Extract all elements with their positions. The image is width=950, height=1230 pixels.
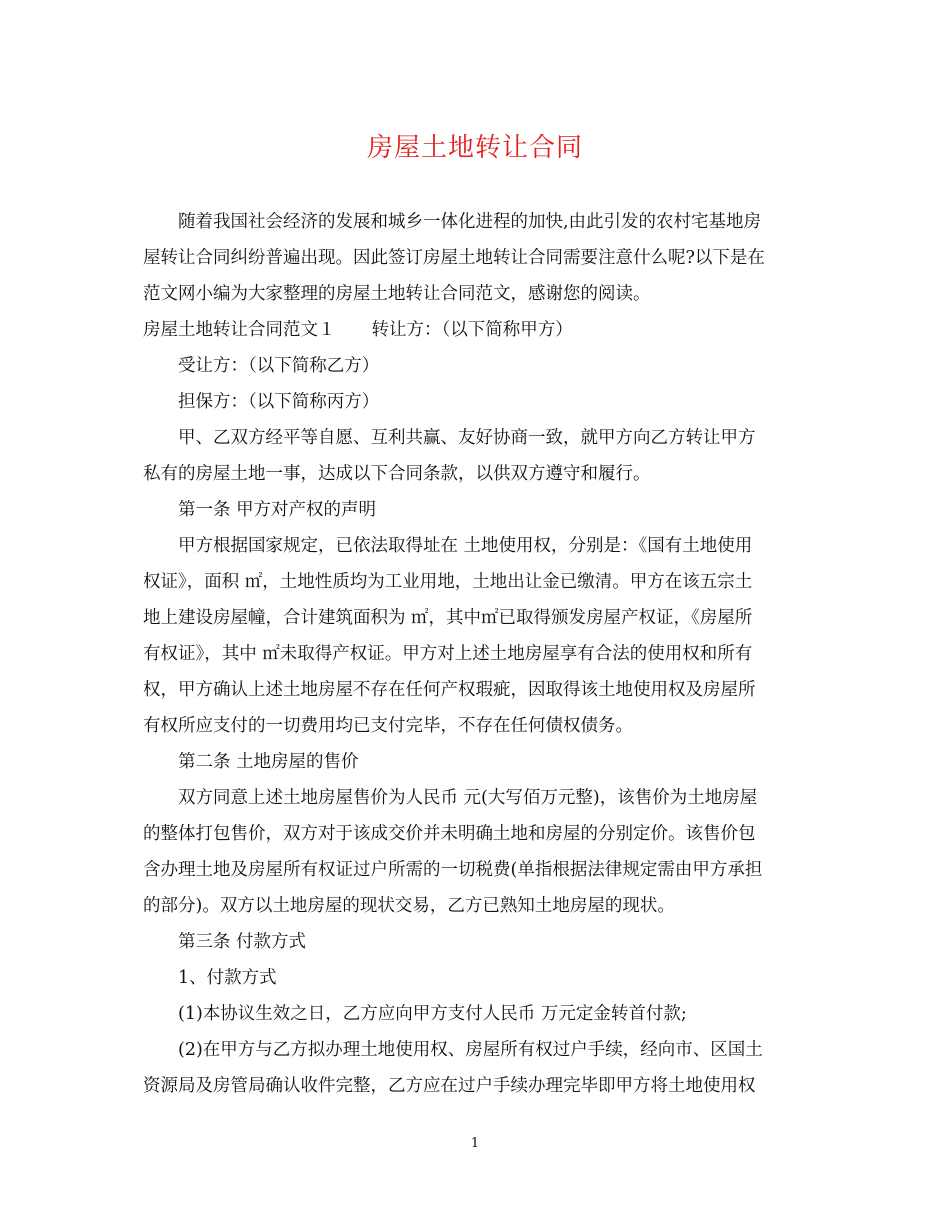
transferee-line: 受让方：（以下简称乙方） xyxy=(178,356,380,376)
payment-item: 资源局及房管局确认收件完整，乙方应在过户手续办理完毕即甲方将土地使用权 xyxy=(143,1076,756,1096)
intro-line: 屋转让合同纠纷普遍出现。因此签订房屋土地转让合同需要注意什么呢?以下是在 xyxy=(143,248,765,268)
article2-line: 的部分)。双方以土地房屋的现状交易，乙方已熟知土地房屋的现状。 xyxy=(143,896,675,916)
sample-heading-line xyxy=(143,312,807,348)
article1-line: 甲方根据国家规定，已依法取得址在 土地使用权，分别是：《国有土地使用 xyxy=(178,536,753,556)
article2-heading: 第二条 土地房屋的售价 xyxy=(178,752,359,772)
article1-line: 地上建设房屋幢，合计建筑面积为 ㎡，其中㎡已取得颁发房屋产权证，《房屋所 xyxy=(143,608,753,628)
agreement-line: 甲、乙双方经平等自愿、互利共赢、友好协商一致，就甲方向乙方转让甲方 xyxy=(178,428,756,448)
document-title: 房屋土地转让合同 xyxy=(366,133,583,163)
article2-line: 的整体打包售价，双方对于该成交价并未明确土地和房屋的分别定价。该售价包 xyxy=(143,824,756,844)
payment-item: (2)在甲方与乙方拟办理土地使用权、房屋所有权过户手续，经向市、区国土 xyxy=(178,1040,763,1060)
intro-line: 范文网小编为大家整理的房屋土地转让合同范文，感谢您的阅读。 xyxy=(143,284,651,304)
page-number: 1 xyxy=(470,1136,480,1151)
article3-heading: 第三条 付款方式 xyxy=(178,932,307,952)
article2-line: 含办理土地及房屋所有权证过户所需的一切税费(单指根据法律规定需由甲方承担 xyxy=(143,860,763,880)
transferor-line: 转让方：（以下简称甲方） xyxy=(371,320,573,340)
article1-line: 有权所应支付的一切费用均已支付完毕，不存在任何债权债务。 xyxy=(143,716,633,736)
payment-heading: 1、付款方式 xyxy=(178,968,277,988)
article1-line: 权，甲方确认上述土地房屋不存在任何产权瑕疵，因取得该土地使用权及房屋所 xyxy=(143,680,756,700)
article1-line: 有权证》，其中 ㎡未取得产权证。甲方对上述土地房屋享有合法的使用权和所有 xyxy=(143,644,753,664)
intro-line: 随着我国社会经济的发展和城乡一体化进程的加快,由此引发的农村宅基地房 xyxy=(178,212,762,232)
article1-line: 权证》，面积 ㎡，土地性质均为工业用地，土地出让金已缴清。甲方在该五宗土 xyxy=(143,572,753,592)
article2-line: 双方同意上述土地房屋售价为人民币 元(大写佰万元整)，该售价为土地房屋 xyxy=(178,788,758,808)
payment-item: (1)本协议生效之日，乙方应向甲方支付人民币 万元定金转首付款; xyxy=(178,1004,687,1024)
article1-heading: 第一条 甲方对产权的声明 xyxy=(178,500,377,520)
guarantor-line: 担保方：（以下简称丙方） xyxy=(178,392,380,412)
document-body xyxy=(143,204,807,1104)
sample-heading: 房屋土地转让合同范文１ xyxy=(143,320,336,340)
agreement-line: 私有的房屋土地一事，达成以下合同条款，以供双方遵守和履行。 xyxy=(143,464,651,484)
